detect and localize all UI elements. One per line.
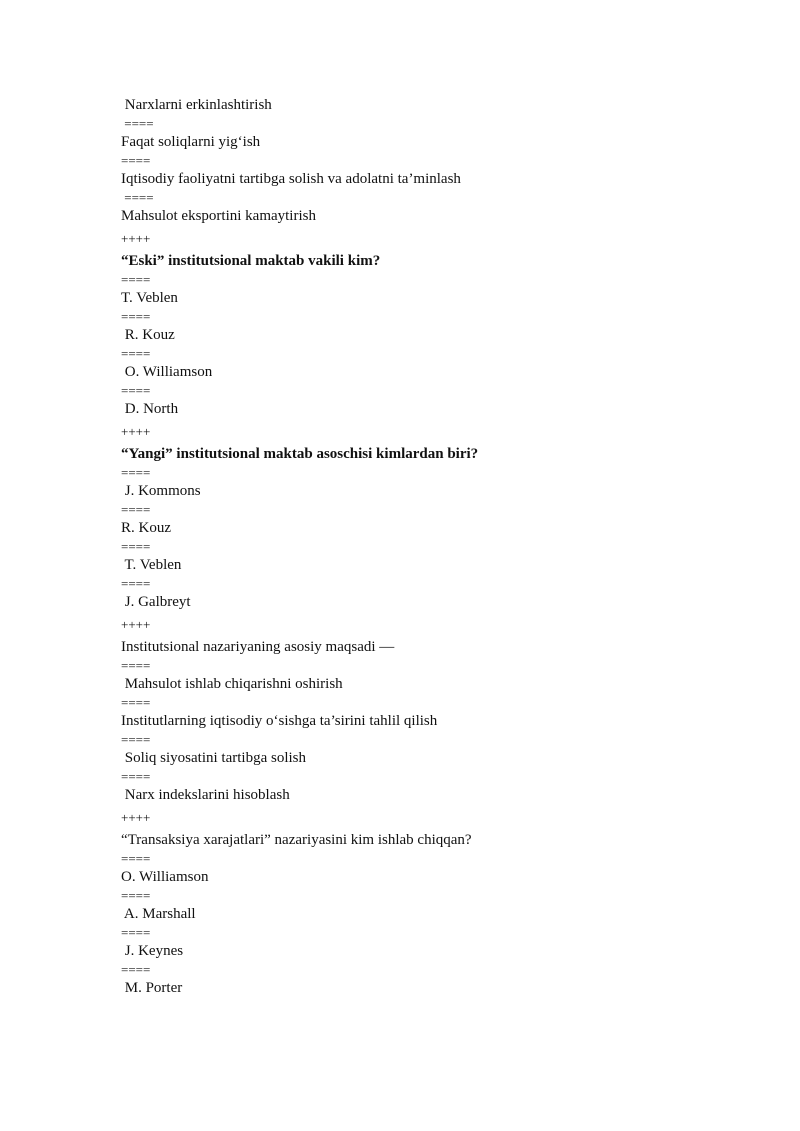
answer-option: J. Keynes bbox=[121, 943, 184, 959]
answer-option: J. Kommons bbox=[121, 483, 201, 499]
answer-option: Mahsulot ishlab chiqarishni oshirish bbox=[121, 676, 343, 692]
separator-line: ==== bbox=[121, 924, 151, 940]
answer-option: Narxlarni erkinlashtirish bbox=[121, 97, 272, 113]
question-text: “Yangi” institutsional maktab asoschisi kimlardan biri? bbox=[121, 446, 479, 462]
separator-line: ==== bbox=[121, 694, 151, 710]
separator-line: ==== bbox=[121, 189, 154, 205]
separator-line: ==== bbox=[121, 961, 151, 977]
answer-option: T. Veblen bbox=[121, 290, 178, 306]
separator-line: ==== bbox=[121, 538, 151, 554]
answer-option: Narx indekslarini hisoblash bbox=[121, 787, 290, 803]
separator-line: ==== bbox=[121, 850, 151, 866]
question-text: “Eski” institutsional maktab vakili kim? bbox=[121, 253, 381, 269]
answer-option: J. Galbreyt bbox=[121, 594, 191, 610]
answer-option: Institutlarning iqtisodiy o‘sishga ta’sirini tahlil qilish bbox=[121, 713, 438, 729]
separator-line: ==== bbox=[121, 501, 151, 517]
separator-line: ==== bbox=[121, 768, 151, 784]
question-divider: ++++ bbox=[121, 809, 151, 825]
separator-line: ==== bbox=[121, 271, 151, 287]
separator-line: ==== bbox=[121, 345, 151, 361]
separator-line: ==== bbox=[121, 464, 151, 480]
question-divider: ++++ bbox=[121, 423, 151, 439]
answer-option: R. Kouz bbox=[121, 327, 175, 343]
question-text: Institutsional nazariyaning asosiy maqsadi — bbox=[121, 639, 395, 655]
question-divider: ++++ bbox=[121, 230, 151, 246]
answer-option: Mahsulot eksportini kamaytirish bbox=[121, 208, 316, 224]
answer-option: R. Kouz bbox=[121, 520, 171, 536]
answer-option: M. Porter bbox=[121, 980, 183, 996]
answer-option: Soliq siyosatini tartibga solish bbox=[121, 750, 307, 766]
separator-line: ==== bbox=[121, 731, 151, 747]
question-text: “Transaksiya xarajatlari” nazariyasini kim ishlab chiqqan? bbox=[121, 832, 472, 848]
question-divider: ++++ bbox=[121, 616, 151, 632]
separator-line: ==== bbox=[121, 657, 151, 673]
document-body bbox=[121, 96, 761, 998]
separator-line: ==== bbox=[121, 152, 151, 168]
answer-option: Iqtisodiy faoliyatni tartibga solish va adolatni ta’minlash bbox=[121, 171, 461, 187]
separator-line: ==== bbox=[121, 382, 151, 398]
answer-option: Faqat soliqlarni yig‘ish bbox=[121, 134, 261, 150]
answer-option: T. Veblen bbox=[121, 557, 182, 573]
separator-line: ==== bbox=[121, 575, 151, 591]
separator-line: ==== bbox=[121, 887, 151, 903]
answer-option: A. Marshall bbox=[121, 906, 196, 922]
answer-option: O. Williamson bbox=[121, 364, 213, 380]
answer-option: O. Williamson bbox=[121, 869, 209, 885]
separator-line: ==== bbox=[121, 115, 154, 131]
answer-option: D. North bbox=[121, 401, 179, 417]
separator-line: ==== bbox=[121, 308, 151, 324]
